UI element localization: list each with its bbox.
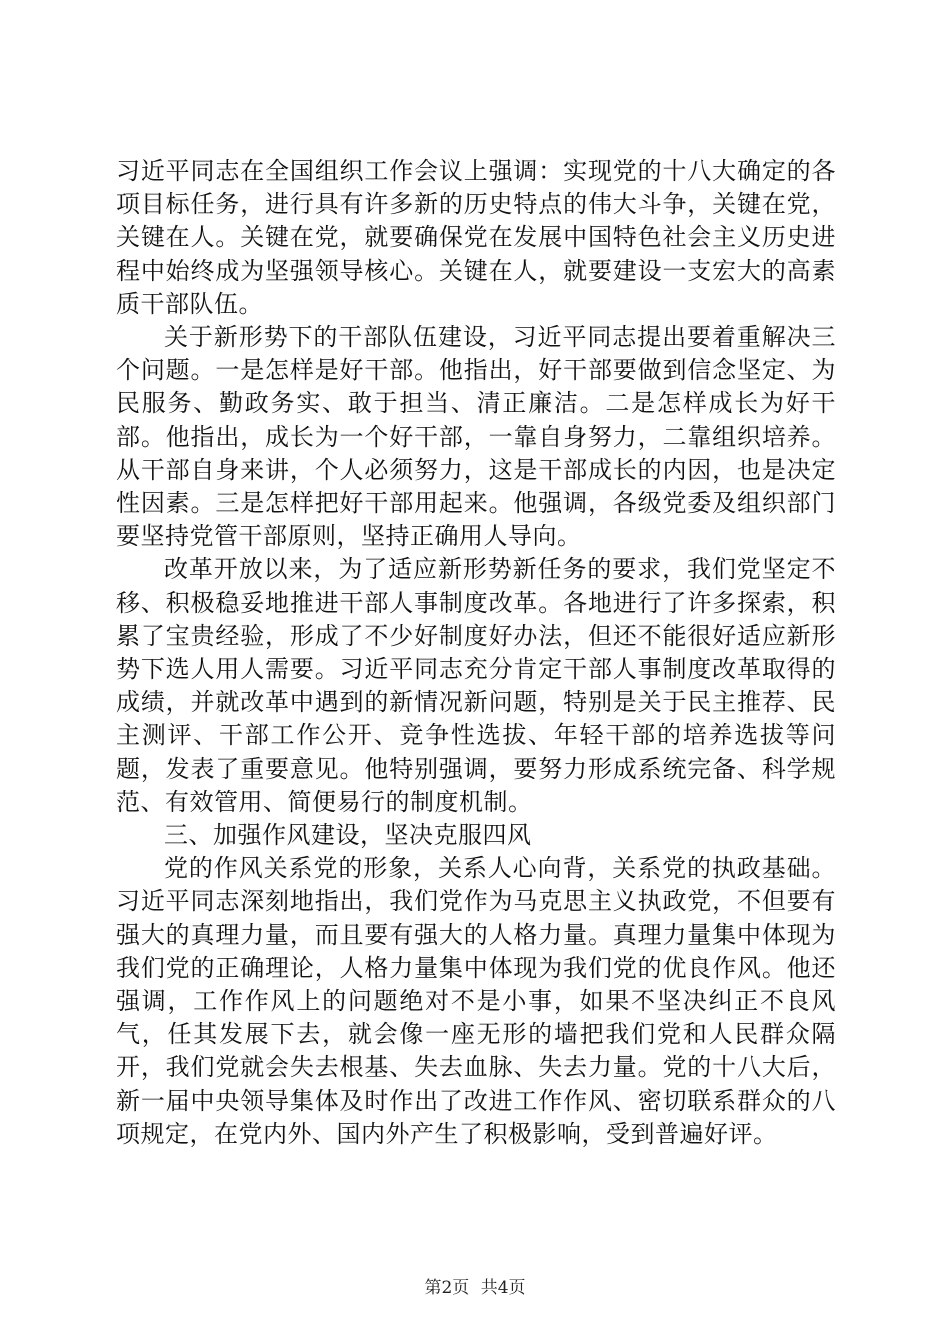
page-footer bbox=[0, 1273, 950, 1298]
paragraph-2: 关于新形势下的干部队伍建设，习近平同志提出要着重解决三个问题。一是怎样是好干部。他指出，好干部要做到信念坚定、为民服务、勤政务实、敢于担当、清正廉洁。二是怎样成长为好干部。他指出，成长为一个好干部，一靠自身努力，二靠组织培养。从干部自身来讲，个人必须努力，这是干部成长的内因，也是决定性因素。三是怎样把好干部用起来。他强调，各级党委及组织部门要坚持党管干部原则，坚持正确用人导向。 bbox=[116, 323, 836, 551]
paragraph-4: 党的作风关系党的形象，关系人心向背，关系党的执政基础。习近平同志深刻地指出，我们党作为马克思主义执政党，不但要有强大的真理力量，而且要有强大的人格力量。真理力量集中体现为我们党的正确理论，人格力量集中体现为我们党的优良作风。他还强调，工作作风上的问题绝对不是小事，如果不坚决纠正不良风气，任其发展下去，就会像一座无形的墙把我们党和人民群众隔开，我们党就会失去根基、失去血脉、失去力量。党的十八大后，新一届中央领导集体及时作出了改进工作作风、密切联系群众的八项规定，在党内外、国内外产生了积极影响，受到普遍好评。 bbox=[116, 854, 836, 1148]
page-total: 共4页 bbox=[480, 1278, 526, 1298]
section-heading: 三、加强作风建设，坚决克服四风 bbox=[164, 821, 532, 850]
page-number: 第2页 bbox=[424, 1278, 470, 1298]
paragraph-3: 改革开放以来，为了适应新形势新任务的要求，我们党坚定不移、积极稳妥地推进干部人事制度改革。各地进行了许多探索，积累了宝贵经验，形成了不少好制度好办法，但还不能很好适应新形势下选人用人需要。习近平同志充分肯定干部人事制度改革取得的成绩，并就改革中遇到的新情况新问题，特别是关于民主推荐、民主测评、干部工作公开、竞争性选拔、年轻干部的培养选拔等问题，发表了重要意见。他特别强调，要努力形成系统完备、科学规范、有效管用、简便易行的制度机制。 bbox=[116, 555, 836, 816]
paragraph-1: 习近平同志在全国组织工作会议上强调：实现党的十八大确定的各项目标任务，进行具有许多新的历史特点的伟大斗争，关键在党，关键在人。关键在党，就要确保党在发展中国特色社会主义历史进程中始终成为坚强领导核心。关键在人，就要建设一支宏大的高素质干部队伍。 bbox=[116, 157, 836, 318]
document-body bbox=[116, 155, 836, 1151]
